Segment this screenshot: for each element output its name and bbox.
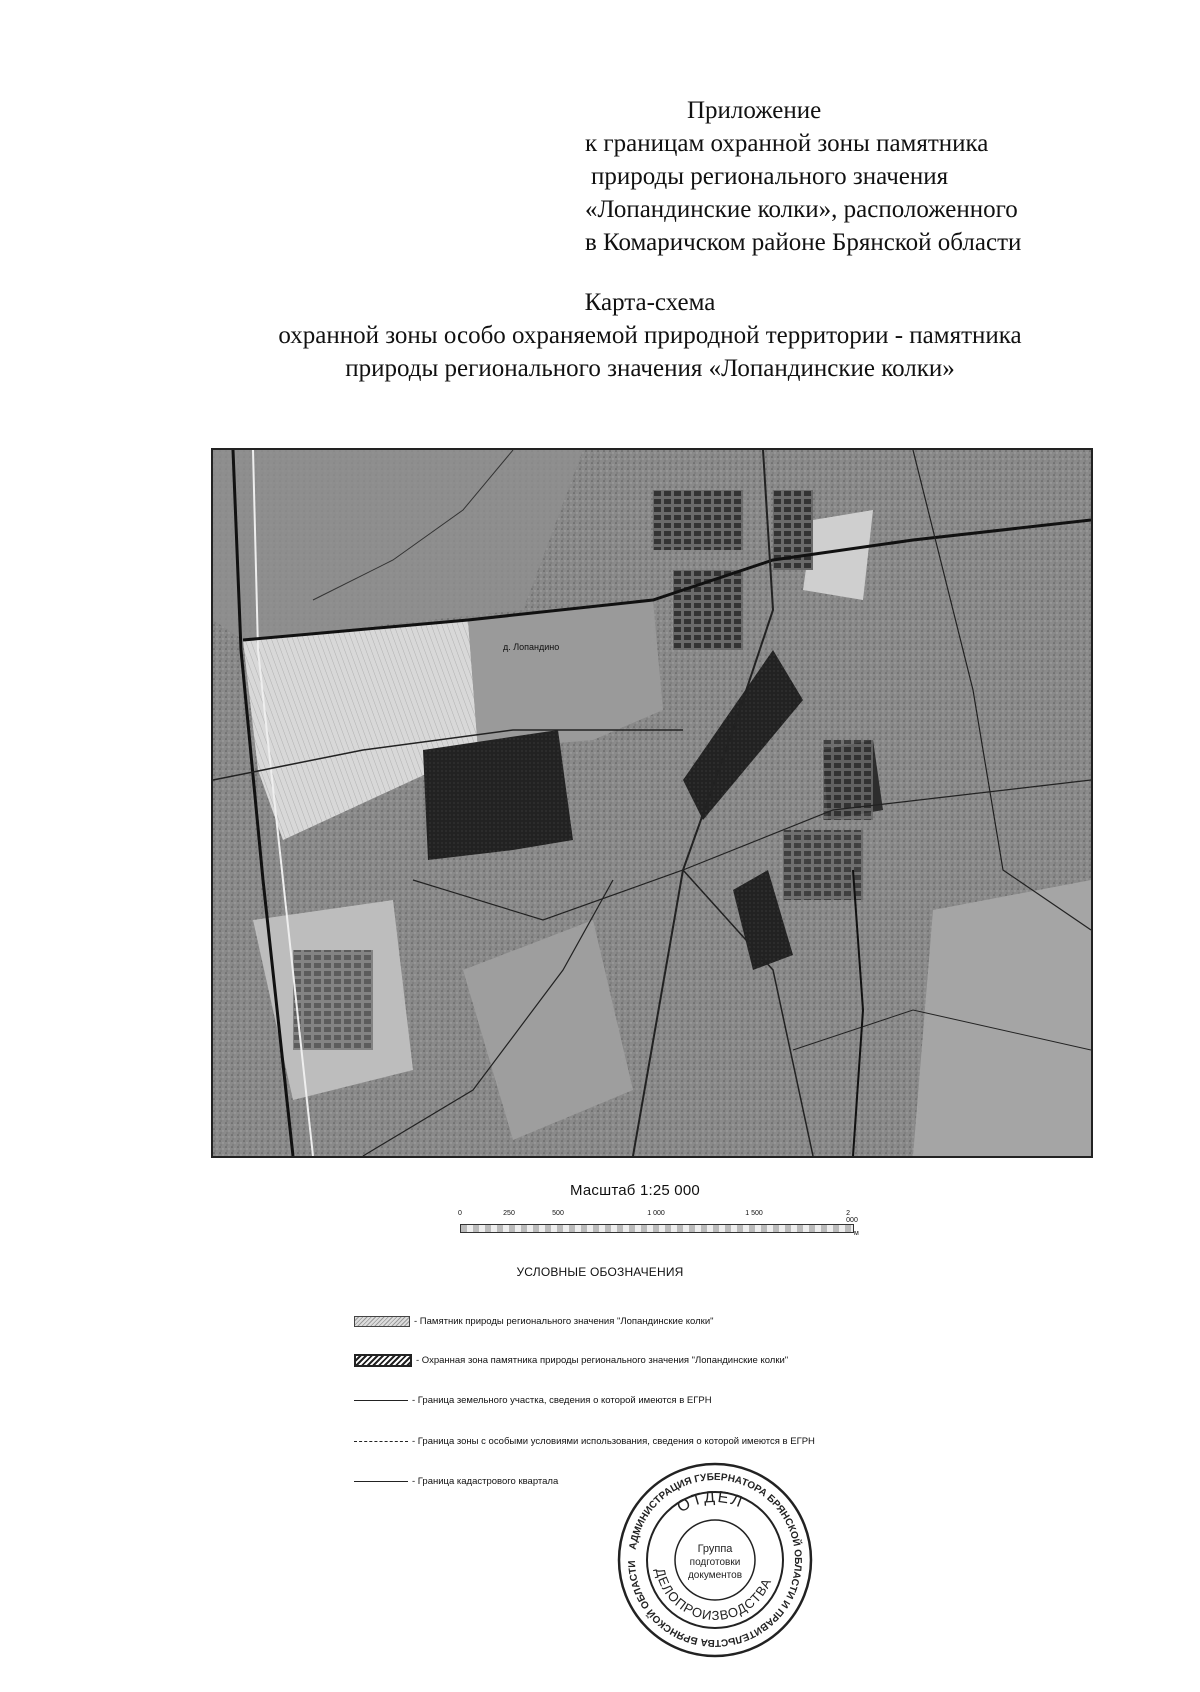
map-place-label: д. Лопандино	[503, 642, 560, 652]
legend-label: - Охранная зона памятника природы регионального значения "Лопандинские колки"	[416, 1354, 789, 1366]
scale-bar-graphic	[460, 1224, 854, 1233]
settlement-block	[653, 490, 743, 550]
scale-unit: м	[854, 1230, 859, 1237]
map-title-line: природы регионального значения «Лопандинские колки»	[345, 355, 955, 382]
scale-tick: 2 000	[846, 1210, 858, 1224]
appendix-header	[585, 94, 1105, 259]
legend-item	[354, 1314, 714, 1328]
legend-title: УСЛОВНЫЕ ОБОЗНАЧЕНИЯ	[516, 1265, 684, 1279]
map-title-line: охранной зоны особо охраняемой природной территории - памятника	[278, 322, 1022, 349]
stamp-graphic	[615, 1460, 815, 1660]
scale-tick: 500	[552, 1210, 564, 1217]
appendix-line: «Лопандинские колки», расположенного	[585, 196, 1018, 223]
legend-swatch-land-plot-boundary	[354, 1400, 408, 1401]
legend-swatch-zone-boundary	[354, 1441, 408, 1442]
scale-tick: 1 500	[745, 1210, 763, 1217]
stamp-center-line: Группа	[697, 1543, 733, 1555]
legend-swatch-nature-monument	[354, 1316, 410, 1327]
legend-label: - Граница зоны с особыми условиями использования, сведения о которой имеются в ЕГРН	[412, 1435, 815, 1447]
field-right-light	[913, 880, 1091, 1156]
stamp-center-line: документов	[687, 1570, 743, 1581]
settlement-block	[293, 950, 373, 1050]
scale-bar	[456, 1210, 859, 1240]
map-title	[200, 286, 1100, 385]
legend-swatch-protection-zone	[354, 1354, 412, 1367]
scale-tick: 250	[503, 1210, 515, 1217]
legend-item	[354, 1434, 815, 1448]
legend-label: - Граница земельного участка, сведения о которой имеются в ЕГРН	[412, 1394, 712, 1406]
official-stamp	[615, 1460, 815, 1660]
map-title-line: Карта-схема	[584, 289, 716, 316]
legend-label: - Памятник природы регионального значения "Лопандинские колки"	[414, 1315, 714, 1327]
stamp-dept-top: ОТДЕЛ	[674, 1488, 747, 1517]
appendix-line: к границам охранной зоны памятника	[585, 130, 989, 157]
legend-item	[354, 1393, 712, 1407]
appendix-line: в Комаричском районе Брянской области	[585, 229, 1022, 256]
appendix-title: Приложение	[687, 97, 822, 124]
legend-item	[354, 1353, 788, 1367]
stamp-dept-bottom: ДЕЛОПРОИЗВОДСТВА	[652, 1566, 775, 1624]
appendix-line: природы регионального значения	[591, 163, 949, 190]
legend-item	[354, 1474, 558, 1488]
legend-swatch-cadastral-quarter-boundary	[354, 1481, 408, 1482]
settlement-block	[783, 830, 863, 900]
map-canvas	[213, 450, 1091, 1156]
scale-tick: 0	[458, 1210, 462, 1217]
stamp-center-line: подготовки	[689, 1557, 741, 1568]
stamp-ring-text: АДМИНИСТРАЦИЯ ГУБЕРНАТОРА БРЯНСКОЙ ОБЛАСТИ И ПРАВИТЕЛЬСТВА БРЯНСКОЙ ОБЛАСТИ	[626, 1471, 804, 1649]
scale-label: Масштаб 1:25 000	[570, 1182, 700, 1199]
forest-dark-left	[423, 730, 573, 860]
scale-tick: 1 000	[647, 1210, 665, 1217]
map-scheme	[211, 448, 1093, 1158]
legend-label: - Граница кадастрового квартала	[412, 1475, 559, 1487]
